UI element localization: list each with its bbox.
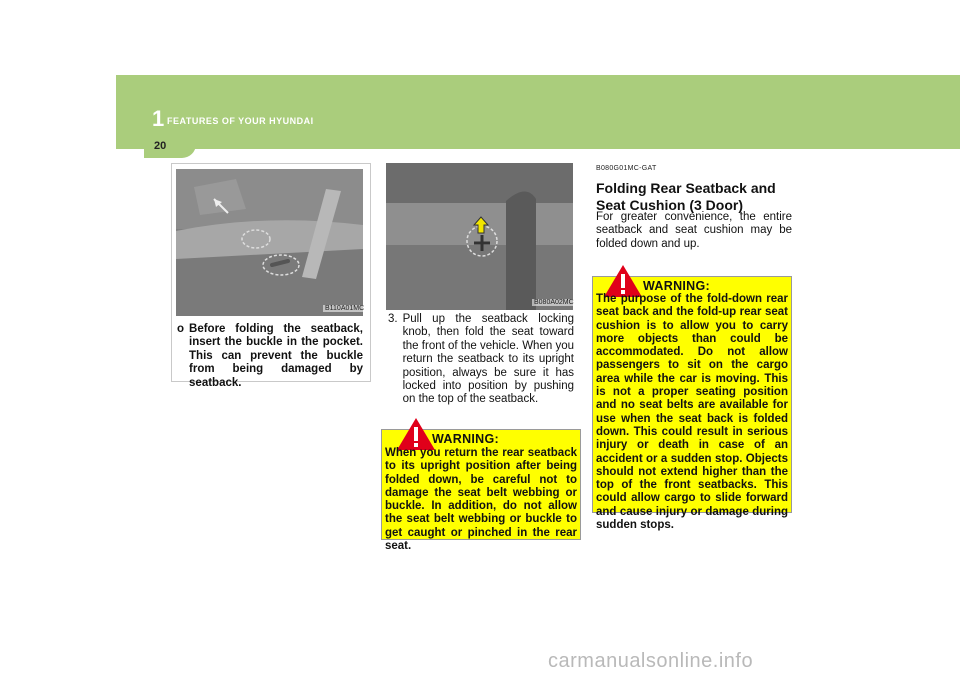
photo-code: B080A02MC (534, 299, 574, 306)
seatback-knob-illustration (386, 163, 573, 310)
photo-code: B110A01MC (325, 305, 365, 312)
warning-text: The purpose of the fold-down rear seat back and the fold-up rear seat cushion is to allow you to carry more objects than could be accommodated. Do not allow passengers to sit on the cargo area while the car is moving. This is not a proper seating position and no seat belts are available for use when the seat back is folded down. This could result in serious injury or death in case of an accident or a sudden stop. Objects should not extend higher than the top of the front seatbacks. This could allow cargo to slide forward and cause injury or damage during sudden stops. (596, 293, 788, 532)
warning-text: When you return the rear seatback to its upright position after being folded down, be careful not to damage the seat belt webbing or buckle. In addition, do not allow the seat belt webbing or buckle to get caught or pinched in the rear seat. (385, 447, 577, 553)
page-number: 20 (154, 140, 167, 152)
intro-text: For greater convenience, the entire seatback and seat cushion may be folded down and up. (596, 211, 792, 250)
step-number: 3. (388, 313, 398, 325)
seat-buckle-illustration (176, 169, 363, 316)
section-title: FEATURES OF YOUR HYUNDAI (167, 116, 314, 126)
step-text: Pull up the seatback locking knob, then fold the seat toward the front of the vehicle. When you return the seatback to its upright position, always be sure it has locked into position by pushing on the top of the seatback. (402, 313, 574, 406)
bullet-item (177, 323, 363, 390)
seatback-knob-photo (386, 163, 573, 310)
bullet-marker: o (177, 323, 185, 335)
section-number: 1 (152, 106, 165, 131)
warning-box (592, 276, 792, 532)
warning-title: WARNING: (432, 432, 499, 446)
header-band (116, 75, 960, 149)
warning-title: WARNING: (643, 279, 710, 293)
section-code: B080G01MC-GAT (596, 165, 657, 172)
seat-buckle-photo (176, 169, 363, 316)
watermark: carmanualsonline.info (548, 650, 754, 672)
warning-triangle-icon (396, 417, 436, 451)
bullet-text: Before folding the seatback, insert the buckle in the pocket. This can prevent the buckle from being damaged by seatback. (189, 323, 363, 389)
section-heading: Folding Rear Seatback and Seat Cushion (3 Door) (596, 180, 776, 213)
warning-box (381, 429, 581, 553)
page-number-tab (144, 136, 196, 158)
step-item (388, 313, 574, 407)
